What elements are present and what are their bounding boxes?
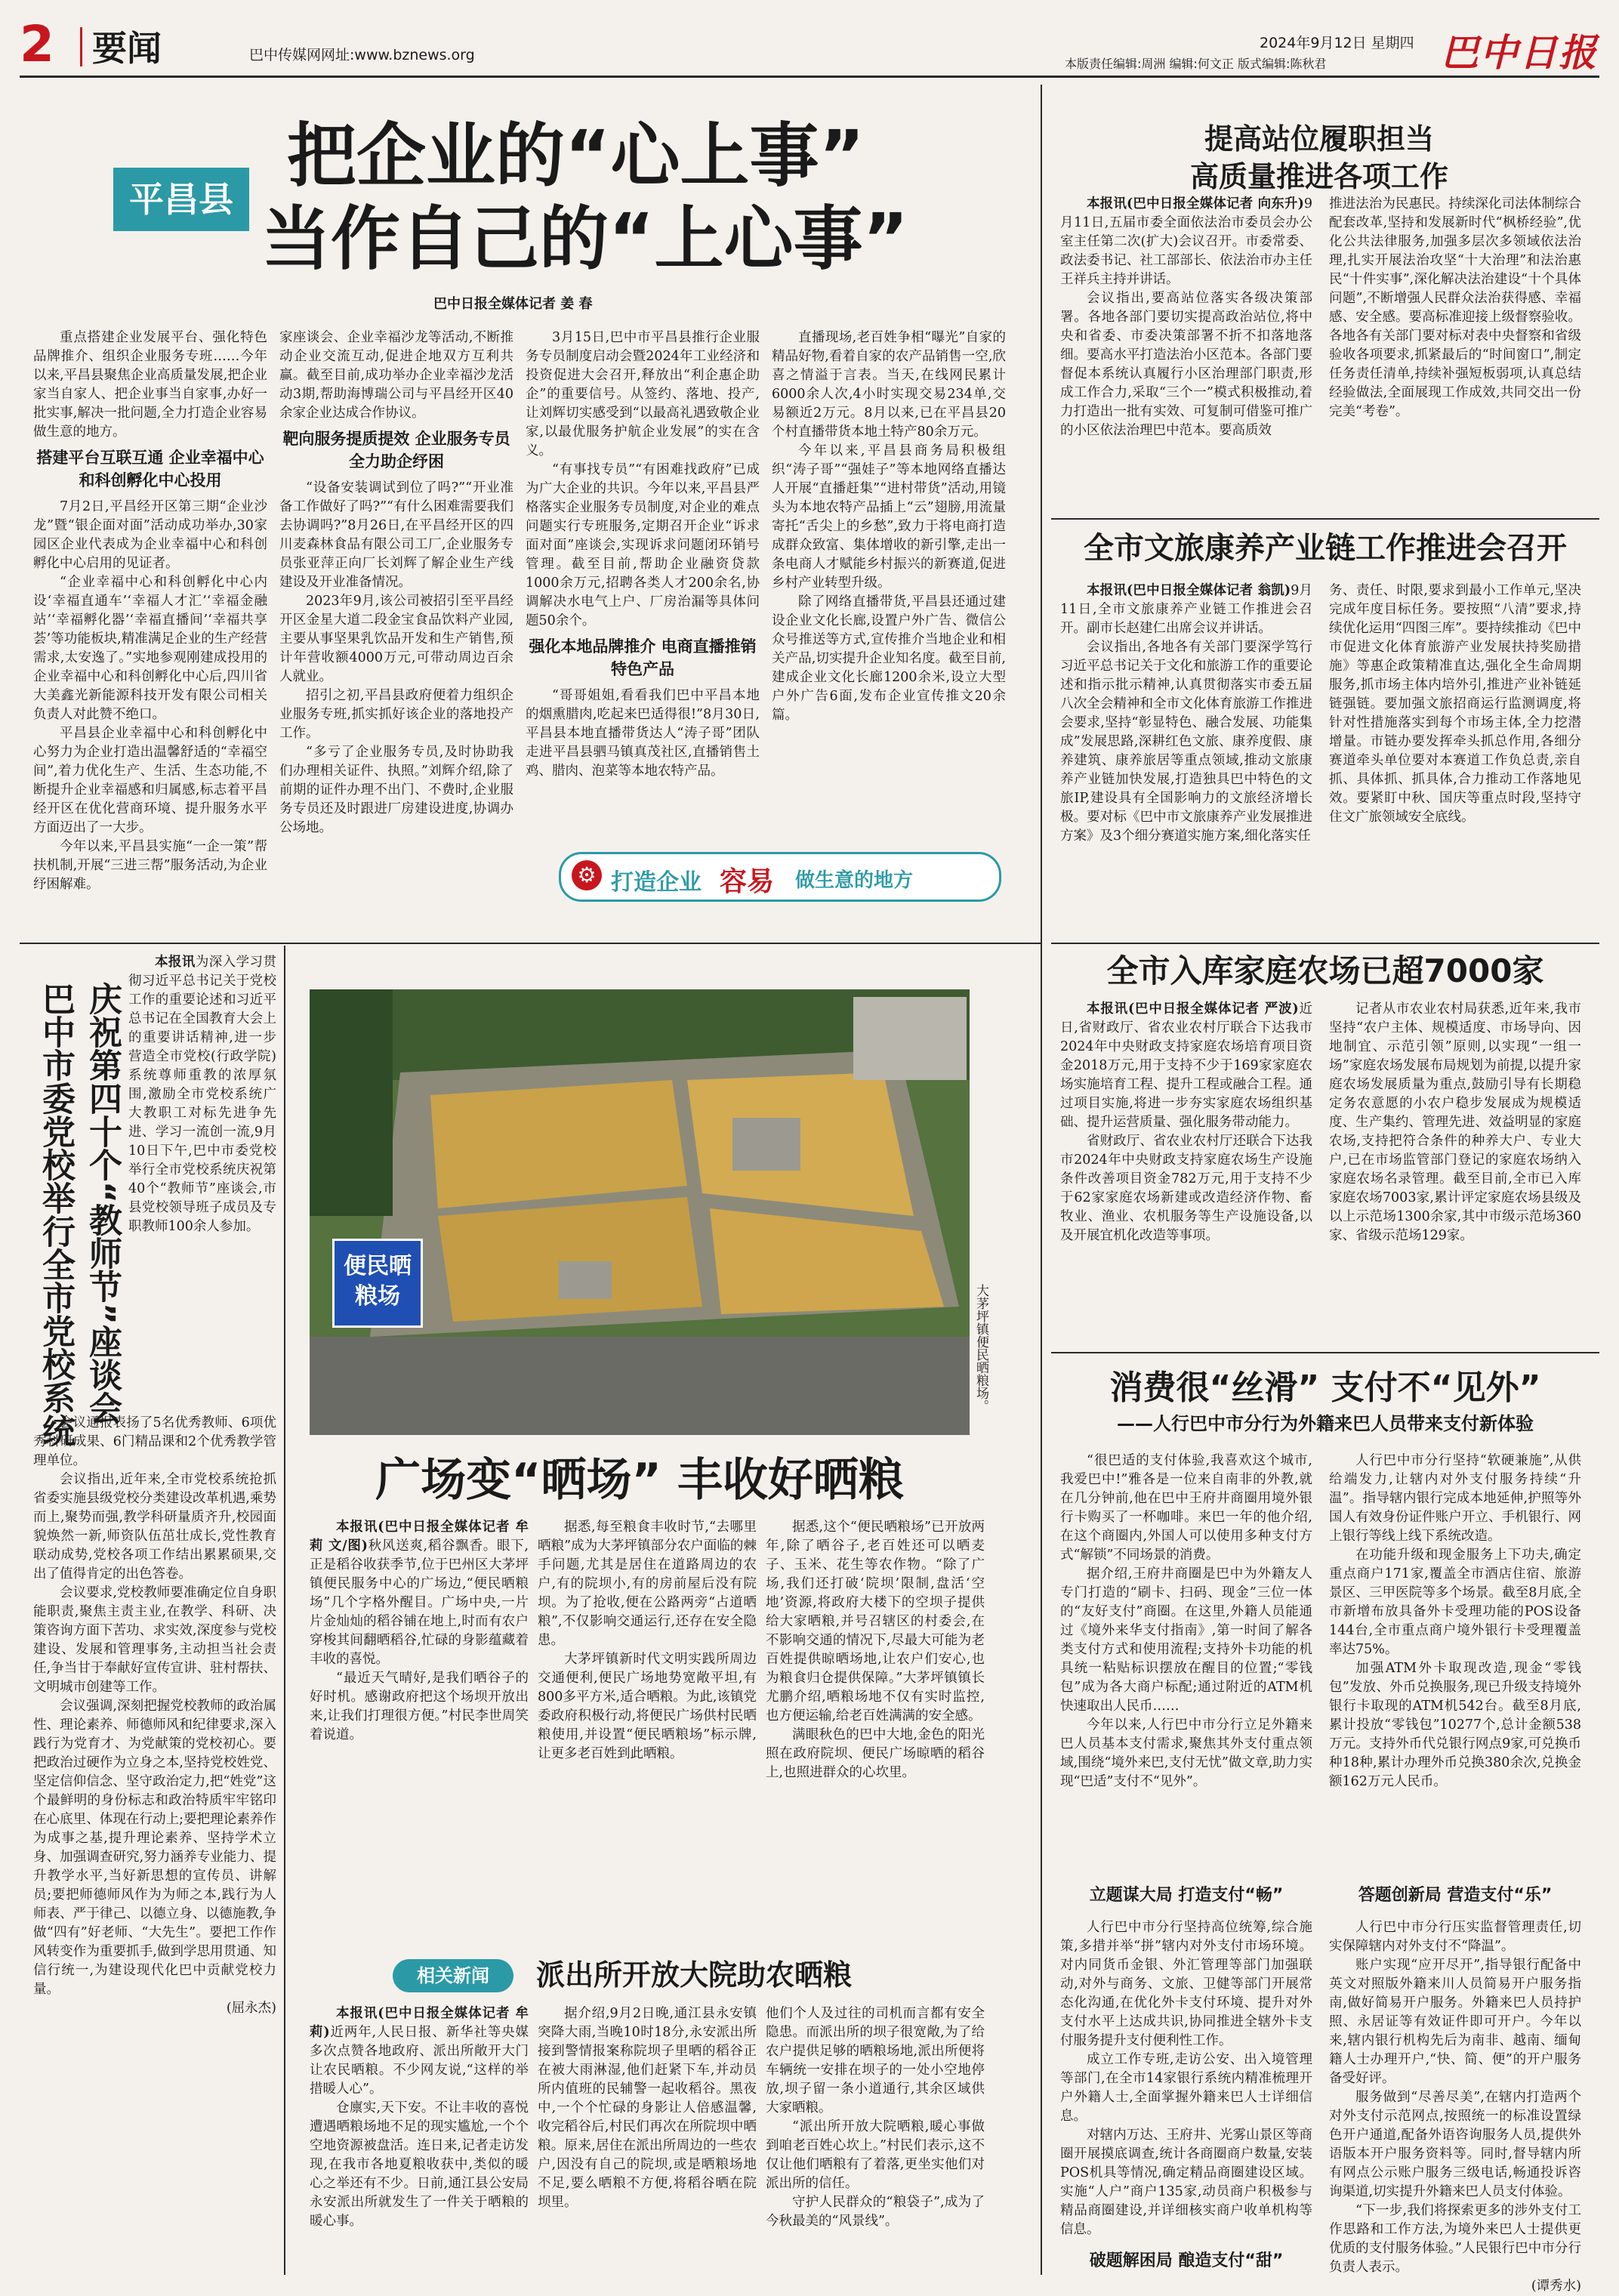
paragraph: 守护人民群众的“粮袋子”,成为了今秋最美的“风景线”。	[766, 2195, 985, 2229]
a6-col2	[538, 1518, 757, 1941]
paragraph: 省财政厅、省农业农村厅还联合下达我市2024年中央财政支持家庭农场生产设施条件改善项目资金782万元,用于支持不少于62家家庭农场新建或改造经济作物、畜牧业、渔业、农机服务等生产设施设备,以及开展宜机化改造等事项。	[1060, 1134, 1312, 1243]
paragraph: 账户实现“应开尽开”,指导银行配备中英文对照版外籍来川人员简易开户服务指南,做好简易开户服务。外籍来巴人员持护照、永居证等有效证件即可开户。今年以来,辖内银行机构先后为南非、越南、缅甸籍人士办理开户,“快、简、便”的开户服务备受好评。	[1329, 1958, 1581, 2086]
paragraph: 据悉,每至粮食丰收时节,“去哪里晒粮”成为大茅坪镇部分农户面临的棘手问题,尤其是居住在道路周边的农户,有的院坝小,有的房前屋后没有院坝。为了抢收,便在公路两旁“占道晒粮”,不仅影响交通运行,还存在安全隐患。	[538, 1520, 757, 1648]
a4-headline: 全市入库家庭农场已超7000家	[1106, 952, 1544, 989]
county-tag: 平昌县	[113, 168, 249, 231]
paragraph: 会议要求,党校教师要准确定位自身职能职责,聚焦主责主业,在教学、科研、决策咨询方面下苦功、求实效,深度参与党校建设、发展和管理事务,主动担当社会责任,争当甘于奉献好宣传宣讲、驻村帮扶、文明城市创建等工作。	[33, 1585, 276, 1695]
masthead-divider	[80, 27, 82, 66]
paragraph: 人行巴中市分行坚持高位统筹,综合施策,多措并举“拼”辖内对外支付市场环境。对内同货币金银、外汇管理等部门加强联动,对外与商务、文旅、卫健等部门开展常态化沟通,在优化外卡支付环境、提升对外支付水平上达成共识,协同推进全辖外卡支付服务提升支付便利性工作。	[1060, 1920, 1312, 2048]
paragraph: 直播现场,老百姓争相“曝光”自家的精品好物,看着自家的农产品销售一空,欣喜之情溢于言表。当天,在线网民累计6000余人次,4小时实现交易234单,交易额近2万元。8月以来,已在平昌县20个村直播带货本地土特产80余万元。	[772, 330, 1006, 440]
a8-subhead-1: 立题谋大局 打造支付“畅”	[1089, 1886, 1284, 1905]
paragraph: 人行巴中市分行压实监督管理责任,切实保障辖内对外支付不“降温”。	[1329, 1920, 1581, 1954]
a4-col1	[1060, 1000, 1312, 1347]
a1-col3	[526, 329, 760, 933]
a2-lead: 本报讯(巴中日报全媒体记者 向东升)	[1087, 196, 1304, 211]
gear-icon: ⚙	[572, 860, 602, 890]
a2-col2	[1329, 195, 1581, 512]
paragraph: 据介绍,9月2日晚,通江县永安镇突降大雨,当晚10时18分,永安派出所接到警情报案称院坝子里晒的稻谷正在被大雨淋湿,他们赶紧下车,并动员所内值班的民辅警一起收稻谷。黑夜中,一个个忙碌的身影让人倍感温馨,收完稻谷后,村民们再次在所院坝中晒粮。原来,居住在派出所周边的一些农户,因没有自己的院坝,或是晒粮场地不足,要么晒粮不方便,将稻谷晒在院坝里。	[538, 2006, 757, 2210]
slogan-banner	[559, 852, 1001, 902]
subhead: 强化本地品牌推介 电商直播推销特色产品	[529, 637, 757, 678]
paragraph: “派出所开放大院晒粮,暖心事做到咱老百姓心坎上。”村民们表示,这不仅让他们晒粮有了着落,更坐实他们对派出所的信任。	[766, 2119, 985, 2191]
paragraph: 7月2日,平昌经开区第三期“企业沙龙”暨“银企面对面”活动成功举办,30家园区企业代表成为企业幸福中心和科创孵化中心启用的见证者。	[33, 499, 267, 571]
related-news-tag: 相关新闻	[393, 1959, 513, 1992]
paragraph: 据悉,这个“便民晒粮场”已开放两年,除了晒谷子,老百姓还可以晒麦子、玉米、花生等农作物。“除了广场,我们还打破‘院坝’限制,盘活‘空地’资源,将政府大楼下的空坝子提供给大家晒粮,并号召辖区的村委会,在不影响交通的情况下,尽最大可能为老百姓提供晾晒场地,让农户们安心,也为粮食归仓提供保障。”大茅坪镇镇长尤鹏介绍,晒粮场地不仅有实时监控,也方便运输,给老百姓满满的安全感。	[766, 1520, 985, 1724]
a8-subhead-3: 破题解困局 酿造支付“甜”	[1089, 2251, 1284, 2270]
paragraph: 会议指出,要高站位落实各级决策部署。各地各部门要切实提高政治站位,将中央和省委、市委决策部署不折不扣落地落细。要高水平打造法治小区范本。各部门要督促本系统认真履行小区治理部门职责,形成工作合力,采取“三个一”模式积极推动,着力打造出一批有实效、可复制可借鉴可推广的小区依法治理巴中范本。要高质效	[1060, 291, 1312, 438]
newspaper-logo: 巴中日报	[1441, 30, 1598, 75]
a4-lead: 本报讯(巴中日报全媒体记者 严波)	[1087, 1001, 1299, 1017]
aerial-photo-illustration	[310, 989, 970, 1435]
a8-col1	[1060, 1452, 1312, 1875]
a8-subhead-2: 答题创新局 营造支付“乐”	[1358, 1886, 1553, 1905]
banner-text-b: 容易	[720, 866, 775, 897]
a4-col2	[1329, 1000, 1581, 1347]
paragraph: “企业幸福中心和科创孵化中心内设‘幸福直通车’‘幸福人才汇’‘幸福金融站’‘幸福孵化器’‘幸福直播间’‘幸福共享荟’等功能板块,精准满足企业的生产经营需求,太安逸了。”实地参观刚建成投用的企业幸福中心和科创孵化中心后,四川省大美鑫光新能源科技开发有限公司相关负责人对此赞不绝口。	[33, 575, 267, 722]
paragraph: 除了网络直播带货,平昌县还通过建设企业文化长廊,设置户外广告、微信公众号推送等方式,宣传推介当地企业和相关产品,切实提升企业知名度。截至目前,建成企业文化长廊1200余米,设立大型户外广告6面,发布企业宣传推文20余篇。	[772, 594, 1006, 723]
paragraph: 9月11日,五届市委全面依法治市委员会办公室主任第二次(扩大)会议召开。市委常委、政法委书记、社工部部长、依法治市办主任王祥兵主持并讲话。	[1060, 196, 1312, 287]
a1-col2	[279, 329, 513, 933]
drying-ground-photo	[310, 989, 970, 1435]
a8-col4	[1329, 1918, 1581, 2294]
paragraph: 满眼秋色的巴中大地,金色的阳光照在政府院坝、便民广场晾晒的稻谷上,也照进群众的心坎里。	[766, 1727, 985, 1780]
paragraph: 平昌县企业幸福中心和科创孵化中心努力为企业打造出温馨舒适的“幸福空间”,着力优化生产、生活、生态功能,不断提升企业幸福感和归属感,标志着平昌经开区在优化营商环境、提升服务水平方面迈出了一大步。	[33, 726, 267, 835]
a3-col2	[1329, 582, 1581, 937]
paragraph: 为深入学习贯彻习近平总书记关于党校工作的重要论述和习近平总书记在全国教育大会上的重要讲话精神,进一步营造全市党校(行政学院)系统尊师重教的浓厚氛围,激励全市党校系统广大教职工对标先进争先进、学习一流创一流,9月10日下午,巴中市委党校举行全市党校系统庆祝第40个“教师节”座谈会,市县党校领导班子成员及专职教师100余人参加。	[128, 955, 276, 1234]
column-divider	[1041, 946, 1042, 2275]
a6-lead: 本报讯(巴中日报全媒体记者 牟莉 文/图)	[310, 1520, 529, 1554]
a5-headline-line1: 庆祝第四十个“教师节”座谈会	[83, 982, 122, 1424]
paragraph: 会议指出,近年来,全市党校系统抢抓省委实施县级党校分类建设改革机遇,乘势而上,聚势而强,教学科研量质齐升,校园面貌焕然一新,师资队伍茁壮成长,党性教育联动成势,党校各项工作结出累累硕果,交出了值得肯定的出色答卷。	[33, 1472, 276, 1582]
a5-headline-line2: 巴中市委党校举行全市党校系统	[36, 982, 75, 1447]
a5-lead: 本报讯	[155, 955, 196, 970]
paragraph: 今年以来,平昌县商务局积极组织“涛子哥”“强娃子”等本地网络直播达人开展“直播赶集”“进村带货”活动,用镜头为本地农特产品插上“云”翅膀,用流量寄托“舌尖上的乡愁”,致力于将电商打造成群众致富、集体增收的新引擎,走出一条电商人才赋能乡村振兴的新赛道,促进乡村产业转型升级。	[772, 443, 1006, 591]
a8-col3	[1060, 1918, 1312, 2243]
paragraph: 9月11日,全市文旅康养产业链工作推进会召开。副市长赵建仁出席会议并讲话。	[1060, 583, 1312, 636]
paragraph: 大茅坪镇新时代文明实践所周边交通便利,便民广场地势宽敞平坦,有800多平方米,适合晒粮。为此,该镇党委政府积极行动,将便民广场供村民晒粮使用,并设置“便民晒粮场”标示牌,让更多老百姓到此晒粮。	[538, 1652, 757, 1761]
a3-lead: 本报讯(巴中日报全媒体记者 翁凯)	[1087, 583, 1291, 598]
a6-headline: 广场变“晒场” 丰收好晒粮	[375, 1454, 904, 1507]
paragraph: “下一步,我们将探索更多的涉外支付工作思路和工作方法,为境外来巴人士提供更优质的支付服务体验。”人民银行巴中市分行负责人表示。	[1329, 2203, 1581, 2275]
a2-col1	[1060, 195, 1312, 512]
section-rule	[1051, 518, 1599, 520]
banner-text-a: 打造企业	[611, 869, 702, 896]
a3-headline: 全市文旅康养产业链工作推进会召开	[1084, 531, 1567, 566]
a8-subheadline: ——人行巴中市分行为外籍来巴人员带来支付新体验	[1117, 1413, 1534, 1434]
a6-col1	[310, 1518, 529, 1941]
a7-col1	[310, 2004, 529, 2269]
paragraph: 今年以来,人行巴中市分行立足外籍来巴人员基本支付需求,聚焦其外支付重点领域,围绕“境外来巴,支付无忧”做文章,助力实现“巴适”支付不“见外”。	[1060, 1717, 1312, 1789]
a6-col3	[766, 1518, 985, 1941]
section-rule	[1051, 1352, 1599, 1353]
column-divider	[1041, 85, 1042, 946]
paragraph: 近日,省财政厅、省农业农村厅联合下达我市2024年中央财政支持家庭农场培育项目资金2018万元,用于支持不少于169家家庭农场实施培育工程、提升工程或融合工程。通过项目实施,将进一步夯实家庭农场组织基础、提升运营质量、强化服务带动能力。	[1060, 1001, 1313, 1130]
a1-col1	[33, 329, 267, 933]
paragraph: 人行巴中市分行坚持“软硬兼施”,从供给端发力,让辖内对外支付服务持续“升温”。指导辖内银行完成本地延伸,护照等外国人有效身份证件账户开立、手机银行、网上银行等线上线下系统改造。	[1329, 1453, 1581, 1544]
paragraph: 在功能升级和现金服务上下功夫,确定重点商户171家,覆盖全市酒店住宿、旅游景区、三甲医院等多个场景。截至8月底,全市新增布放具备外卡受理功能的POS设备144台,全市重点商户境外银行卡受理覆盖率达75%。	[1329, 1548, 1581, 1657]
paragraph: 对辖内万达、王府井、光雾山景区等商圈开展摸底调查,统计各商圈商户数量,安装POS机具等情况,确定精品商圈建设区域。实施“人户”商户135家,动员商户积极参与精品商圈建设,并详细核实商户收单机构等信息。	[1060, 2128, 1312, 2237]
grain-sign: 便民晒粮场	[332, 1239, 423, 1328]
page-number: 2	[20, 15, 54, 73]
paragraph: 今年以来,平昌县实施“一企一策”帮扶机制,开展“三进三帮”服务活动,为企业纾困解难。	[33, 839, 267, 892]
paragraph: 加强ATM外卡取现改造,现金“零钱包”发放、外币兑换服务,现已升级支持境外银行卡取现的ATM机542台。截至8月底,累计投放“零钱包”10277个,总计金额538万元。支持外币代兑银行网点9家,可兑换币种18种,累计办理外币兑换380余次,兑换金额162万元人民币。	[1329, 1661, 1581, 1789]
a2-headline-line1: 提高站位履职担当	[1204, 122, 1434, 156]
issue-date: 2024年9月12日 星期四	[1260, 35, 1414, 51]
paragraph: 近两年,人民日报、新华社等央媒多次点赞各地政府、派出所敞开大门让农民晒粮。不少网友说,“这样的举措暖人心”。	[310, 2025, 529, 2097]
main-headline-line2: 当作自己的“上心事”	[261, 199, 908, 279]
paragraph: 会议指出,各地各有关部门要深学笃行习近平总书记关于文化和旅游工作的重要论述和指示批示精神,认真贯彻落实市委五届八次全会精神和全市文化体育旅游工作推进会要求,坚持“彰显特色、融合发展、功能集成”发展思路,深耕红色文旅、康养度假、康养建筑、康养旅居等重点领域,推动文旅康养产业链加快发展,打造独具巴中特色的文旅IP,建设具有全国影响力的文旅经济增长极。要对标《巴中市文旅康养产业发展推进方案》及3个细分赛道实施方案,细化落实任	[1060, 640, 1312, 844]
paragraph: 家座谈会、企业幸福沙龙等活动,不断推动企业交流互动,促进企地双方互利共赢。截至目前,成功举办企业幸福沙龙活动3期,帮助海博瑞公司与平昌经开区40余家企业达成合作协议。	[279, 330, 513, 421]
paragraph: “最近天气晴好,是我们晒谷子的好时机。感谢政府把这个场坝开放出来,让我们打理很方便。”村民李世周笑着说道。	[310, 1671, 529, 1742]
a1-col4	[772, 329, 1006, 842]
paragraph: 据介绍,王府井商圈是巴中为外籍友人专门打造的“刷卡、扫码、现金”三位一体的“友好支付”商圈。在这里,外籍人员能通过《境外来华支付指南》,第一时间了解各类支付方式和使用流程;支持外卡功能的机具统一粘贴标识摆放在醒目的位置;“零钱包”成为各大商户标配;通过附近的ATM机快速取出人民币……	[1060, 1566, 1312, 1714]
a5-col-bottom	[33, 1414, 276, 2264]
photo-caption: 大茅坪镇便民晒粮场。	[973, 1284, 988, 1412]
paragraph: 记者从市农业农村局获悉,近年来,我市坚持“农户主体、规模适度、市场导向、因地制宜、示范引领”原则,以实现“一组一场”家庭农场发展布局规划为前提,以提升家庭农场发展质量为重点,鼓励引导有长期稳定务农意愿的小农户稳步发展成为规模适度、生产集约、管理先进、效益明显的家庭农场,支持把符合条件的种养大户、专业大户,已在市场监管部门登记的家庭农场纳入家庭农场名录管理。截至目前,全市已入库家庭农场7003家,累计评定家庭农场县级及以上示范场1300余家,其中市级示范场360家、省级示范场129家。	[1329, 1001, 1581, 1243]
a7-lead: 本报讯(巴中日报全媒体记者 牟莉)	[310, 2006, 529, 2040]
website: 巴中传媒网网址:www.bznews.org	[249, 47, 475, 63]
paragraph: “哥哥姐姐,看看我们巴中平昌本地的烟熏腊肉,吃起来巴适得很!”8月30日,平昌县本地直播带货达人“涛子哥”团队走进平昌县驷马镇真茂社区,直播销售土鸡、腊肉、泡菜等本地农特产品。	[526, 688, 760, 779]
paragraph: 2023年9月,该公司被招引至平昌经开区金星大道二段金宝食品饮料产业园,主要从事坚果乳饮品开发和生产销售,预计年营收额4000万元,可带动周边百余人就业。	[279, 594, 513, 684]
section-rule	[1051, 943, 1599, 944]
a5-col-top	[128, 953, 276, 1412]
paragraph: “很巴适的支付体验,我喜欢这个城市,我爱巴中!”雅各是一位来自南非的外教,就在几分钟前,他在巴中王府井商圈用境外银行卡购买了一杯咖啡。来巴一年的他介绍,在这个商圈内,外国人可以使用多种支付方式“解锁”不同场景的消费。	[1060, 1453, 1312, 1563]
section-rule	[20, 943, 1041, 944]
a8-headline: 消费很“丝滑” 支付不“见外”	[1109, 1369, 1541, 1407]
paragraph: “设备安装调试到位了吗?”“开业准备工作做好了吗?”“有什么困难需要我们去协调吗?”8月26日,在平昌经开区的四川麦森林食品有限公司工厂,企业服务专员张亚萍正向厂长刘辉了解企业生产线建设及开业准备情况。	[279, 480, 513, 590]
subhead: 靶向服务提质提效 企业服务专员全力助企纾困	[282, 430, 510, 471]
main-byline: 巴中日报全媒体记者 姜 春	[433, 296, 593, 312]
paragraph: 3月15日,巴中市平昌县推行企业服务专员制度启动会暨2024年工业经济和投资促进大会召开,释放出“利企惠企助企”的重要信号。从签约、落地、投产,让刘辉切实感受到“以最高礼遇致敬企业家,以最优服务护航企业发展”的实在含义。	[526, 330, 760, 458]
paragraph: 他们个人及过往的司机而言都有安全隐患。而派出所的坝子很宽敞,为了给农户提供足够的晒粮场地,派出所便将车辆统一安排在坝子的一处小空地停放,坝子留一条小道通行,其余区域供大家晒粮。	[766, 2006, 985, 2115]
paragraph: 服务做到“尽善尽美”,在辖内打造两个对外支付示范网点,按照统一的标准设置绿色开户通道,配备外语咨询服务人员,提供外语版本开户服务资料等。同时,督导辖内所有网点公示账户服务三级电话,畅通投诉咨询渠道,切实提升外籍来巴人员支付体验。	[1329, 2090, 1581, 2199]
paragraph: “有事找专员”“有困难找政府”已成为广大企业的共识。今年以来,平昌县严格落实企业服务专员制度,对企业的难点问题实行专班服务,定期召开企业“诉求面对面”座谈会,实现诉求问题闭环销号管理。截至目前,帮助企业融资贷款1000余万元,招聘各类人才200余名,协调解决水电气上户、厂房治漏等具体问题50余个。	[526, 462, 760, 628]
paragraph: 重点搭建企业发展平台、强化特色品牌推介、组织企业服务专班……今年以来,平昌县聚焦企业高质量发展,把企业家当自家人、把企业事当自家事,办好一批实事,解决一批问题,全力打造企业容易做生意的地方。	[33, 330, 267, 440]
a8-signoff: (谭秀水)	[1531, 2279, 1581, 2294]
a7-col3	[766, 2004, 985, 2269]
a7-headline: 派出所开放大院助农晒粮	[536, 1958, 853, 1992]
a3-col1	[1060, 582, 1312, 937]
a5-signoff: (屈永杰)	[226, 2001, 276, 2016]
column-divider	[284, 946, 285, 2275]
paragraph: 仓廪实,天下安。不让丰收的喜悦遭遇晒粮场地不足的现实尴尬,一个个空地资源被盘活。连日来,记者走访发现,在我市各地夏粮收获中,类似的暖心之举还有不少。日前,通江县公安局永安派出所就发生了一件关于晒粮的暖心事。	[310, 2100, 529, 2229]
paragraph: 会议通报表扬了5名优秀教师、6项优秀科研成果、6门精品课和2个优秀教学管理单位。	[33, 1415, 276, 1468]
a8-col2	[1329, 1452, 1581, 1875]
paragraph: 务、责任、时限,要求到最小工作单元,坚决完成年度目标任务。要按照“八清”要求,持续优化运用“四图三库”。要持续推动《巴中市促进文化体育旅游产业发展扶持奖励措施》等惠企政策精准直达,强化全生命周期服务,抓市场主体内培外引,推进产业补链延链强链。要加强文旅招商运行监测调度,将针对性措施落实到每个市场主体,全力挖潜增量。市链办要发挥牵头抓总作用,各细分赛道牵头单位要对本赛道工作负总责,亲自抓、具体抓、抓具体,合力推动工作落地见效。要紧盯中秋、国庆等重点时段,坚持守住文广旅领域安全底线。	[1329, 583, 1581, 825]
a7-col2	[538, 2004, 757, 2269]
subhead: 搭建平台互联互通 企业幸福中心和科创孵化中心投用	[36, 449, 264, 489]
paragraph: 秋风送爽,稻谷飘香。眼下,正是稻谷收获季节,位于巴州区大茅坪镇便民服务中心的广场边,“便民晒粮场”几个字格外醒目。广场中央,一片片金灿灿的稻谷铺在地上,时而有农户穿梭其间翻晒稻谷,忙碌的身影蕴藏着丰收的喜悦。	[310, 1538, 529, 1667]
paragraph: 推进法治为民惠民。持续深化司法体制综合配套改革,坚持和发展新时代“枫桥经验”,优化公共法律服务,加强多层次多领域依法治理,扎实开展法治攻坚“十大治理”和法治惠民“十件实事”,深化解决法治建设“十个具体问题”,不断增强人民群众法治获得感、幸福感、安全感。要高标准迎接上级督察验收。各地各有关部门要对标对表中央督察和省级验收各项要求,抓紧最后的“时间窗口”,制定任务责任清单,持续补强短板弱项,认真总结经验做法,全面展现工作成效,共同交出一份完美“考卷”。	[1329, 196, 1581, 419]
banner-text-c: 做生意的地方	[795, 869, 914, 892]
paragraph: “多亏了企业服务专员,及时协助我们办理相关证件、执照。”刘辉介绍,除了前期的证件办理不出门、不费时,企业服务专员还及时跟进厂房建设进度,协调办公场地。	[279, 745, 513, 835]
paragraph: 成立工作专班,走访公安、出入境管理等部门,在全市14家银行系统内精准梳理开户外籍人士,全面掌握外籍来巴人士详细信息。	[1060, 2052, 1312, 2124]
a2-headline-line2: 高质量推进各项工作	[1189, 160, 1448, 193]
paragraph: 招引之初,平昌县政府便着力组织企业服务专班,抓实抓好该企业的落地投产工作。	[279, 688, 513, 741]
masthead-rule	[20, 76, 1599, 78]
main-headline-line1: 把企业的“心上事”	[287, 116, 865, 196]
section-title: 要闻	[92, 28, 162, 69]
editors: 本版责任编辑:周洲 编辑:何文正 版式编辑:陈秋君	[1065, 57, 1327, 71]
paragraph: 会议强调,深刻把握党校教师的政治属性、理论素养、师德师风和纪律要求,深入践行为党育才、为党献策的党校初心。要把政治过硬作为立身之本,坚持党校姓党、坚定信仰信念、坚守政治定力,把“姓党”这个最鲜明的身份标志和政治特质牢牢铭印在心底里、体现在行动上;要把理论素养作为成事之基,提升理论素养、坚持学术立身、加强调查研究,努力涵养专业能力、提升教学水平,当好新思想的宣传员、讲解员;要把师德师风作为为师之本,践行为人师表、严于律己、以德立身、以德施教,争做“四有”好老师、“大先生”。要把工作作风转变作为重要抓手,做到学思用贯通、知信行统一,为建设现代化巴中贡献党校力量。	[33, 1699, 276, 1997]
